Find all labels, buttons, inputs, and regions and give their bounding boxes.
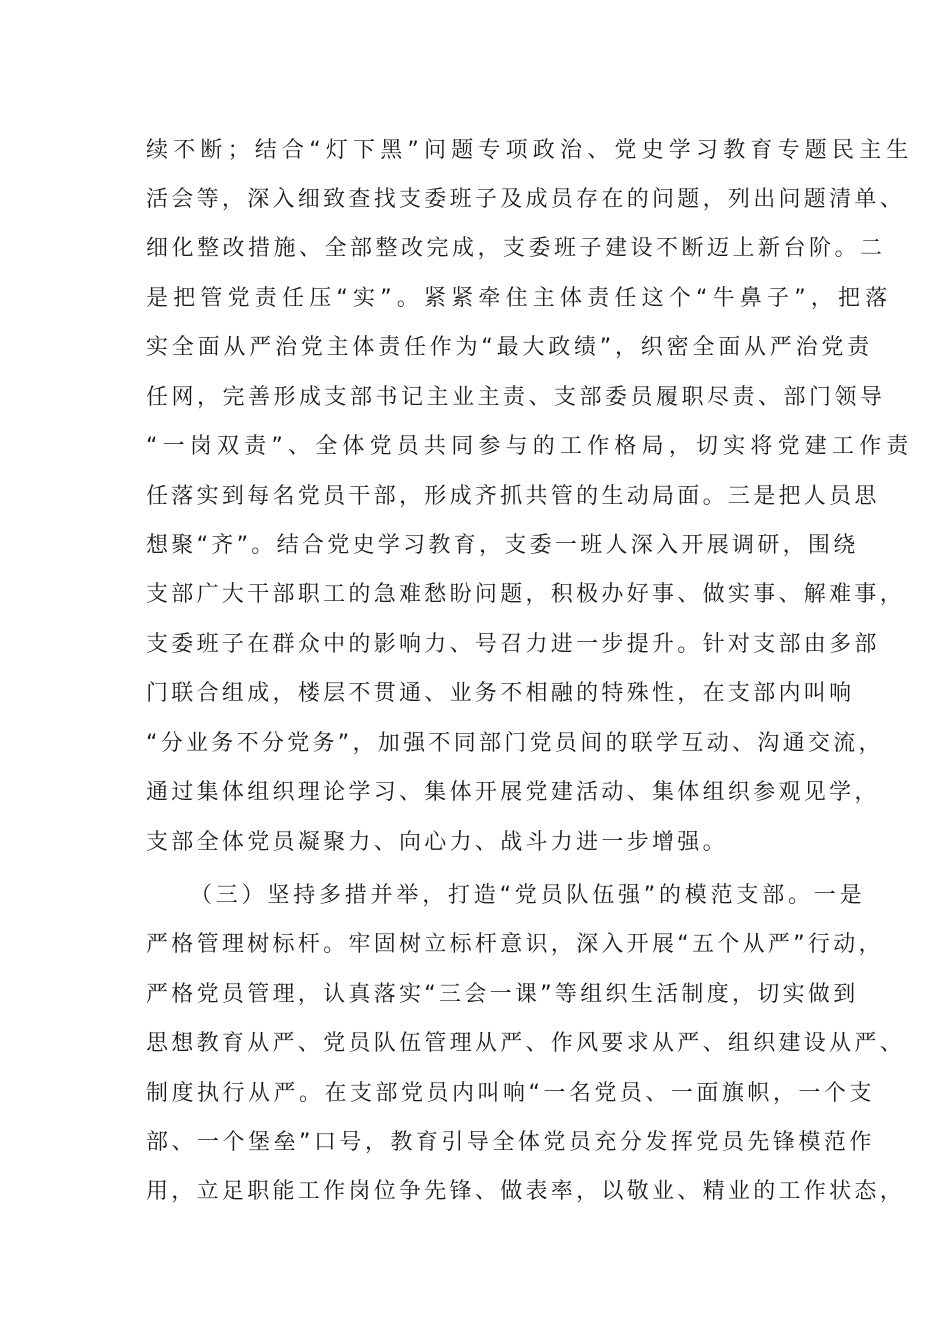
text-line-content: 支部全体党员凝聚力、向心力、战斗力进一步增强。 <box>146 830 728 855</box>
text-line <box>0 477 950 517</box>
text-line-content: 制度执行从严。在支部党员内叫响“一名党员、一面旗帜，一个支 <box>146 1081 875 1106</box>
text-line <box>0 1024 950 1064</box>
text-line-content: （三）坚持多措并举，打造“党员队伍强”的模范支部。一是 <box>190 883 866 908</box>
text-line <box>0 674 950 714</box>
text-line <box>0 1172 950 1212</box>
text-line-content: 思想教育从严、党员队伍管理从严、作风要求从严、组织建设从严、 <box>146 1031 906 1056</box>
text-line <box>0 876 950 916</box>
text-line <box>0 1074 950 1114</box>
text-line <box>0 823 950 863</box>
text-line-content: 支部广大干部职工的急难愁盼问题，积极办好事、做实事、解难事， <box>146 582 906 607</box>
text-line-content: 细化整改措施、全部整改完成，支委班子建设不断迈上新台阶。二 <box>146 236 886 261</box>
text-line-content: 部、一个堡垒”口号，教育引导全体党员充分发挥党员先锋模范作 <box>146 1130 875 1155</box>
text-line <box>0 925 950 965</box>
text-line-content: 通过集体组织理论学习、集体开展党建活动、集体组织参观见学， <box>146 780 880 805</box>
text-line-content: 活会等，深入细致查找支委班子及成员存在的问题，列出问题清单、 <box>146 187 906 212</box>
text-line-content: 门联合组成，楼层不贯通、业务不相融的特殊性，在支部内叫响 <box>146 681 855 706</box>
text-line-content: 实全面从严治党主体责任作为“最大政绩”，织密全面从严治党责 <box>146 335 873 360</box>
text-line-content: 严格党员管理，认真落实“三会一课”等组织生活制度，切实做到 <box>146 982 859 1007</box>
text-line-content: “分业务不分党务”，加强不同部门党员间的联学互动、沟通交流， <box>146 731 884 756</box>
text-line-content: 严格管理树标杆。牢固树立标杆意识，深入开展“五个从严”行动， <box>146 932 884 957</box>
text-line <box>0 526 950 566</box>
text-line-content: “一岗双责”、全体党员共同参与的工作格局，切实将党建工作责 <box>146 434 914 459</box>
text-line <box>0 575 950 615</box>
text-line-content: 续不断；结合“灯下黑”问题专项政治、党史学习教育专题民主生 <box>146 138 914 163</box>
text-line <box>0 1123 950 1163</box>
text-line <box>0 229 950 269</box>
text-line <box>0 724 950 764</box>
text-line <box>0 427 950 467</box>
text-line <box>0 131 950 171</box>
text-line <box>0 975 950 1015</box>
text-line <box>0 328 950 368</box>
text-line <box>0 773 950 813</box>
text-line <box>0 378 950 418</box>
text-line-content: 用，立足职能工作岗位争先锋、做表率，以敬业、精业的工作状态， <box>146 1179 906 1204</box>
text-line-content: 任落实到每名党员干部，形成齐抓共管的生动局面。三是把人员思 <box>146 484 880 509</box>
text-line <box>0 180 950 220</box>
text-line <box>0 279 950 319</box>
text-line-content: 是把管党责任压“实”。紧紧牵住主体责任这个“牛鼻子”，把落 <box>146 286 893 311</box>
text-line-content: 支委班子在群众中的影响力、号召力进一步提升。针对支部由多部 <box>146 632 880 657</box>
text-line-content: 任网，完善形成支部书记主业主责、支部委员履职尽责、部门领导 <box>146 385 886 410</box>
text-line <box>0 625 950 665</box>
text-line-content: 想聚“齐”。结合党史学习教育，支委一班人深入开展调研，围绕 <box>146 533 859 558</box>
